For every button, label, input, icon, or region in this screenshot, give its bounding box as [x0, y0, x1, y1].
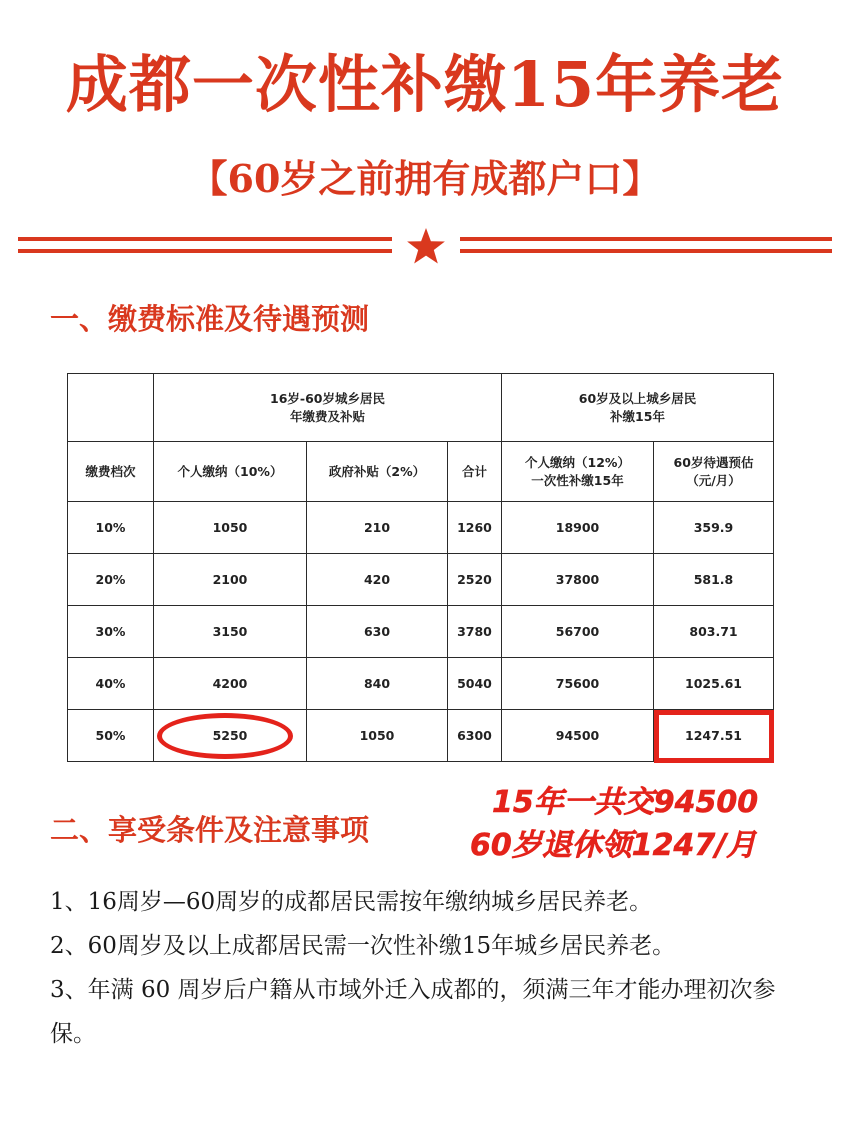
divider-line-right-bottom	[460, 249, 832, 253]
cell-lump-personal: 94500	[502, 710, 654, 762]
cell-gov: 210	[307, 502, 448, 554]
cell-personal: 3150	[154, 606, 307, 658]
divider-line-left-top	[18, 237, 392, 241]
cell-personal: 1050	[154, 502, 307, 554]
cell-lump-personal: 18900	[502, 502, 654, 554]
note-item: 2、60周岁及以上成都居民需一次性补缴15年城乡居民养老。	[50, 933, 676, 959]
group-header-lump: 60岁及以上城乡居民 补缴15年	[502, 374, 774, 442]
cell-gov: 420	[307, 554, 448, 606]
divider-line-right-top	[460, 237, 832, 241]
table-row	[68, 554, 774, 606]
column-header-personal: 个人缴纳（10%）	[154, 442, 307, 502]
table-corner-cell	[68, 374, 154, 442]
cell-personal: 2100	[154, 554, 307, 606]
table-row	[68, 606, 774, 658]
callout-total-paid: 15年一共交94500	[492, 785, 759, 820]
cell-total: 5040	[448, 658, 502, 710]
cell-lump-personal: 37800	[502, 554, 654, 606]
cell-level: 10%	[68, 502, 154, 554]
column-header-benefit: 60岁待遇预估 （元/月）	[654, 442, 774, 502]
cell-benefit: 581.8	[654, 554, 774, 606]
cell-benefit: 1247.51	[654, 710, 774, 762]
page-subtitle: 【60岁之前拥有成都户口】	[189, 156, 661, 201]
cell-level: 40%	[68, 658, 154, 710]
cell-level: 30%	[68, 606, 154, 658]
cell-benefit: 803.71	[654, 606, 774, 658]
highlight-box	[654, 710, 774, 763]
group-header-annual: 16岁-60岁城乡居民 年缴费及补贴	[154, 374, 502, 442]
page-title: 成都一次性补缴15年养老	[65, 48, 785, 121]
cell-total: 3780	[448, 606, 502, 658]
column-header-lump-personal: 个人缴纳（12%） 一次性补缴15年	[502, 442, 654, 502]
contribution-table	[67, 373, 774, 762]
cell-total: 1260	[448, 502, 502, 554]
column-header-gov: 政府补贴（2%）	[307, 442, 448, 502]
cell-gov: 630	[307, 606, 448, 658]
cell-gov: 1050	[307, 710, 448, 762]
section-heading-conditions: 二、享受条件及注意事项	[50, 813, 370, 847]
cell-lump-personal: 56700	[502, 606, 654, 658]
cell-level: 20%	[68, 554, 154, 606]
column-header-level: 缴费档次	[68, 442, 154, 502]
cell-benefit: 1025.61	[654, 658, 774, 710]
cell-total: 2520	[448, 554, 502, 606]
note-item: 1、16周岁—60周岁的成都居民需按年缴纳城乡居民养老。	[50, 889, 653, 915]
cell-gov: 840	[307, 658, 448, 710]
cell-level: 50%	[68, 710, 154, 762]
table-row	[68, 658, 774, 710]
cell-benefit: 359.9	[654, 502, 774, 554]
highlight-oval	[157, 713, 293, 759]
cell-personal: 5250	[154, 710, 307, 762]
section-heading-fees: 一、缴费标准及待遇预测	[50, 302, 370, 336]
table-row	[68, 502, 774, 554]
star-icon	[406, 226, 446, 266]
cell-lump-personal: 75600	[502, 658, 654, 710]
column-header-total: 合计	[448, 442, 502, 502]
callout-monthly-benefit: 60岁退休领1247/月	[470, 828, 757, 863]
cell-personal: 4200	[154, 658, 307, 710]
cell-total: 6300	[448, 710, 502, 762]
divider-line-left-bottom	[18, 249, 392, 253]
note-item: 3、年满 60 周岁后户籍从市域外迁入成都的，须满三年才能办理初次参保。	[50, 977, 776, 1047]
